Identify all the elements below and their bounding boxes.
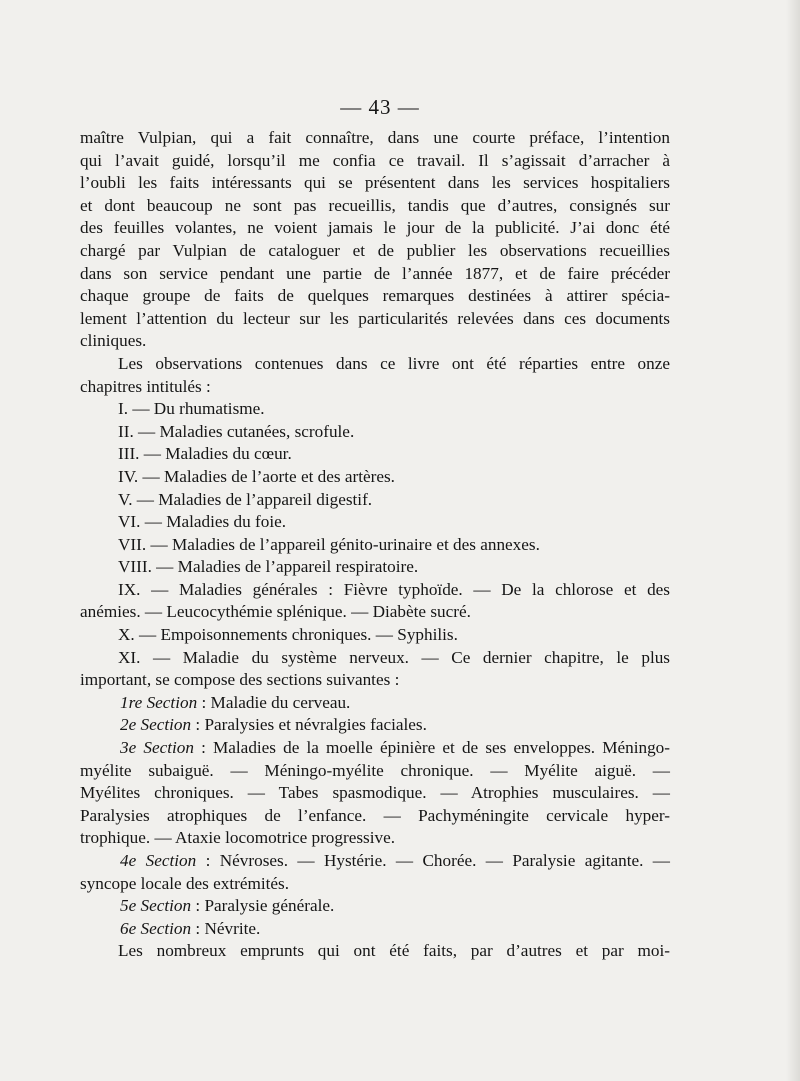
line-text: et dont beaucoup ne sont pas recueillis, tandis que d’autres, consignés sur [80,195,670,215]
section-label: 4e Section [120,851,197,870]
text-line [80,421,670,444]
text-line [80,195,670,218]
text-line [80,873,670,896]
line-text: : Maladies de la moelle épinière et de ses enveloppes. Méningo- [193,738,670,758]
line-text: chargé par Vulpian de cataloguer et de publier les observations recueillies [80,240,670,260]
text-line [80,624,670,647]
text-line [80,217,670,240]
line-text: l’oubli les faits intéressants qui se présentent dans les services hospitaliers [80,173,670,193]
section-label: 6e Section [120,918,192,938]
line-text: Myélites chroniques. — Tabes spasmodique. — Atrophies musculaires. — [80,783,670,803]
line-text: X. — Empoisonnements chroniques. — Syphilis. [118,625,458,645]
line-text: chapitres intitulés : [80,376,211,396]
text-line [80,150,670,173]
line-text: myélite subaiguë. — Méningo-myélite chronique. — Myélite aiguë. — [80,760,670,780]
line-text: IV. — Maladies de l’aorte et des artères. [118,466,395,486]
text-line [80,330,670,353]
line-text: : Paralysies et névralgies faciales. [191,715,427,735]
line-text: important, se compose des sections suivantes : [80,670,400,690]
line-text: des feuilles volantes, ne voient jamais le jour de la publicité. J’ai donc été [80,218,670,238]
section-label: 2e Section [120,715,192,735]
line-text: VII. — Maladies de l’appareil génito-urinaire et des annexes. [118,534,540,554]
line-text: syncope locale des extrémités. [80,873,290,893]
text-line [80,579,670,602]
text-line [80,601,670,624]
line-text: V. — Maladies de l’appareil digestif. [118,489,373,509]
body-text [80,127,670,963]
line-text: : Névrite. [191,918,261,938]
text-line [80,263,670,286]
text-line [80,737,670,760]
line-text: Paralysies atrophiques de l’enfance. — Pachyméningite cervicale hyper- [80,805,670,825]
text-line [80,240,670,263]
line-text: maître Vulpian, qui a fait connaître, dans une courte préface, l’intention [80,128,670,147]
line-text: lement l’attention du lecteur sur les particularités relevées dans ces documents [80,308,670,328]
text-line [80,511,670,534]
section-label: 5e Section [120,896,192,916]
line-text: : Névroses. — Hystérie. — Chorée. — Paralysie agitante. — [196,851,670,870]
page-edge-shadow [786,0,800,1081]
text-line [80,376,670,399]
line-text: III. — Maladies du cœur. [118,444,292,464]
text-line [80,398,670,421]
line-text: qui l’avait guidé, lorsqu’il me confia ce travail. Il s’agissait d’arracher à [80,150,670,170]
text-line [80,850,670,873]
text-line [80,918,670,941]
text-line [80,489,670,512]
line-text: : Paralysie générale. [191,896,335,916]
text-line [80,534,670,557]
text-line [80,285,670,308]
text-line [80,172,670,195]
text-line [80,669,670,692]
line-text: Les observations contenues dans ce livre ont été réparties entre onze [118,353,670,373]
page-number: — 43 — [340,95,420,119]
line-text: Les nombreux emprunts qui ont été faits, par d’autres et par moi- [118,941,670,961]
section-label: 3e Section [120,738,194,758]
text-line [80,714,670,737]
text-line [80,353,670,376]
text-line [80,466,670,489]
line-text: I. — Du rhumatisme. [118,399,265,419]
text-line [80,443,670,466]
text-line [80,940,670,963]
text-line [80,127,670,150]
line-text: IX. — Maladies générales : Fièvre typhoïde. — De la chlorose et des [118,579,670,599]
line-text: anémies. — Leucocythémie splénique. — Diabète sucré. [80,602,471,622]
text-line [80,692,670,715]
line-text: cliniques. [80,331,147,351]
text-line [80,782,670,805]
line-text: trophique. — Ataxie locomotrice progressive. [80,828,396,848]
line-text: VIII. — Maladies de l’appareil respiratoire. [118,557,419,577]
text-line [80,805,670,828]
line-text: XI. — Maladie du système nerveux. — Ce dernier chapitre, le plus [118,647,670,667]
text-line [80,827,670,850]
section-label: 1re Section [120,692,198,712]
text-line [80,760,670,783]
text-line [80,895,670,918]
text-line [80,647,670,670]
line-text: II. — Maladies cutanées, scrofule. [118,421,355,441]
line-text: dans son service pendant une partie de l’année 1877, et de faire précéder [80,263,670,283]
line-text: chaque groupe de faits de quelques remarques destinées à attirer spécia- [80,286,670,306]
text-line [80,308,670,331]
text-line [80,556,670,579]
line-text: : Maladie du cerveau. [197,692,351,712]
line-text: VI. — Maladies du foie. [118,512,287,532]
